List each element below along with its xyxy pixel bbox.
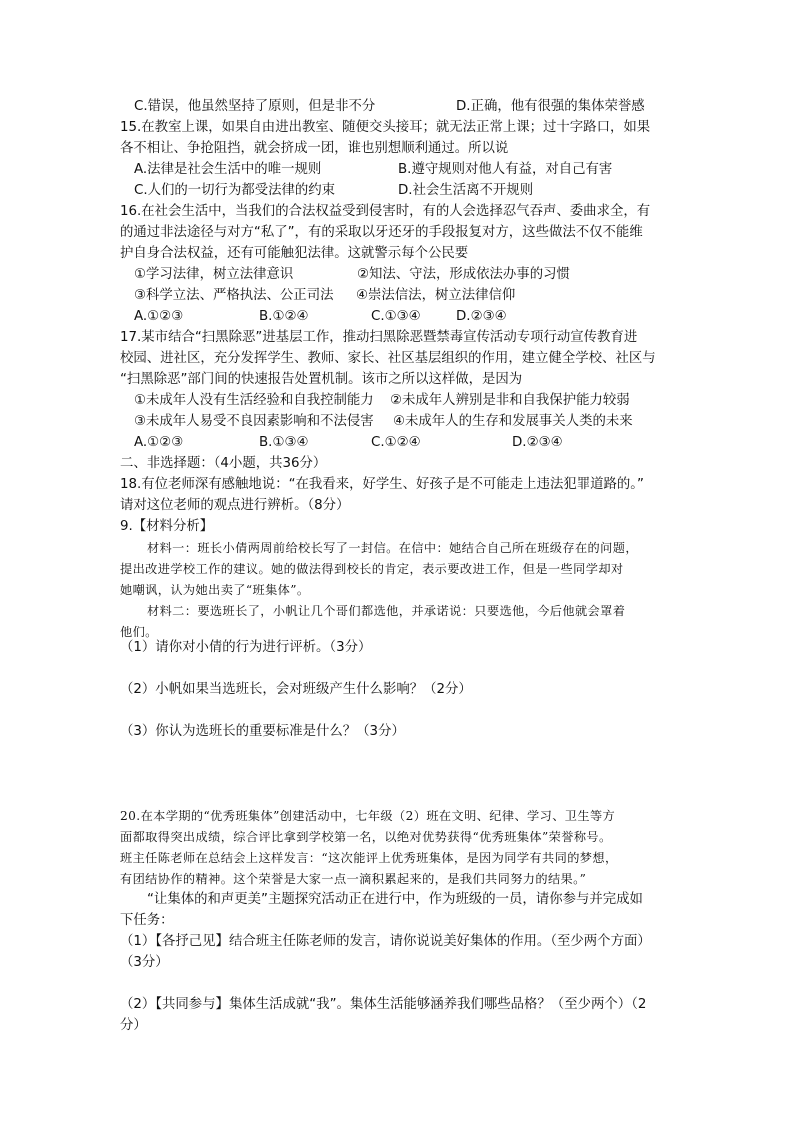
q16-stem-text: 16.在社会生活中，当我们的合法权益受到侵害时，有的人会选择忍气吞声、委曲求全，有 bbox=[120, 204, 651, 219]
q17-option-c: C.①②④ bbox=[371, 435, 421, 450]
q15-stem-text: 各不相让、争抢阻挡，就会挤成一团，谁也别想顺利通过。所以说 bbox=[120, 141, 509, 156]
q20-subquestion-1-cont: （3分） bbox=[120, 955, 169, 970]
q16-option-c: C.①③④ bbox=[371, 309, 421, 324]
q16-option-a: A.①②③ bbox=[134, 309, 184, 324]
q19-material2-text: 他们。 bbox=[120, 625, 158, 639]
q14-option-c: C.错误，他虽然坚持了原则，但是非不分 bbox=[134, 99, 376, 114]
q17-statement-3: ③未成年人易受不良因素影响和不法侵害 bbox=[134, 414, 374, 429]
q17-stem-text: 校园、进社区，充分发挥学生、教师、家长、社区基层组织的作用，建立健全学校、社区与 bbox=[120, 351, 656, 366]
q15-option-a: A.法律是社会生活中的唯一规则 bbox=[134, 162, 322, 177]
q19-subquestion-3: （3）你认为选班长的重要标准是什么？（3分） bbox=[120, 724, 405, 739]
q17-statement-4: ④未成年人的生存和发展事关人类的未来 bbox=[393, 414, 633, 429]
q20-task-text: “让集体的和声更美”主题探究活动正在进行中，作为班级的一员，请你参与并完成如 bbox=[147, 892, 643, 907]
q20-material-text: 面都取得突出成绩，综合评比拿到学校第一名，以绝对优势获得“优秀班集体”荣誉称号。 bbox=[120, 830, 612, 844]
q15-stem-text: 15.在教室上课，如果自由进出教室、随便交头接耳；就无法正常上课；过十字路口，如果 bbox=[120, 120, 651, 135]
q19-subquestion-1: （1）请你对小倩的行为进行评析。（3分） bbox=[120, 640, 372, 655]
section-2-heading: 二、非选择题：（4小题，共36分） bbox=[120, 456, 327, 471]
q15-option-b: B.遵守规则对他人有益，对自己有害 bbox=[398, 162, 613, 177]
q20-subquestion-2: （2）【共同参与】集体生活成就“我”。集体生活能够涵养我们哪些品格？（至少两个）（2 bbox=[120, 997, 647, 1012]
q16-stem-text: 的通过非法途径与对方“私了”，有的采取以牙还牙的手段报复对方，这些做法不仅不能维 bbox=[120, 225, 643, 240]
q16-option-b: B.①②④ bbox=[259, 309, 309, 324]
q18-stem-text: 请对这位老师的观点进行辨析。（8分） bbox=[120, 498, 350, 513]
q20-subquestion-1: （1）【各抒己见】结合班主任陈老师的发言，请你说说美好集体的作用。（至少两个方面） bbox=[120, 934, 651, 949]
q16-stem-text: 护自身合法权益，还有可能触犯法律。这就警示每个公民要 bbox=[120, 246, 469, 261]
q16-statement-2: ②知法、守法，形成依法办事的习惯 bbox=[357, 267, 570, 282]
q15-option-d: D.社会生活离不开规则 bbox=[398, 183, 534, 198]
q17-option-b: B.①③④ bbox=[259, 435, 309, 450]
q20-task-text: 下任务： bbox=[120, 913, 174, 928]
q20-subquestion-2-cont: 分） bbox=[120, 1018, 147, 1033]
q17-statement-1: ①未成年人没有生活经验和自我控制能力 bbox=[134, 393, 374, 408]
q19-material1-text: 她嘲讽，认为她出卖了“班集体”。 bbox=[120, 583, 310, 597]
q16-statement-3: ③科学立法、严格执法、公正司法 bbox=[134, 288, 334, 303]
q20-material-text: 班主任陈老师在总结会上这样发言：“这次能评上优秀班集体，是因为同学有共同的梦想， bbox=[120, 851, 618, 865]
q15-option-c: C.人们的一切行为都受法律的约束 bbox=[134, 183, 336, 198]
q19-material1-text: 材料一：班长小倩两周前给校长写了一封信。在信中：她结合自己所在班级存在的问题， bbox=[147, 541, 638, 555]
q19-title: 9.【材料分析】 bbox=[120, 519, 214, 534]
q17-statement-2: ②未成年人辨别是非和自我保护能力较弱 bbox=[390, 393, 630, 408]
q17-option-d: D.②③④ bbox=[512, 435, 563, 450]
q14-option-d: D.正确，他有很强的集体荣誉感 bbox=[456, 99, 645, 114]
q16-option-d: D.②③④ bbox=[456, 309, 507, 324]
q16-statement-1: ①学习法律，树立法律意识 bbox=[134, 267, 294, 282]
q19-subquestion-2: （2）小帆如果当选班长，会对班级产生什么影响？（2分） bbox=[120, 682, 472, 697]
q17-stem-text: 17.某市结合“扫黑除恶”进基层工作，推动扫黑除恶暨禁毒宣传活动专项行动宣传教育进 bbox=[120, 330, 638, 345]
q17-stem-text: “扫黑除恶”部门间的快速报告处置机制。该市之所以这样做，是因为 bbox=[120, 372, 523, 387]
q20-material-text: 20.在本学期的“优秀班集体”创建活动中，七年级（2）班在文明、纪律、学习、卫生等方 bbox=[120, 809, 616, 823]
q19-material2-text: 材料二：要选班长了，小帆让几个哥们都选他，并承诺说：只要选他，今后他就会罩着 bbox=[147, 604, 626, 618]
q19-material1-text: 提出改进学校工作的建议。她的做法得到校长的肯定，表示要改进工作，但是一些同学却对 bbox=[120, 562, 624, 576]
q20-material-text: 有团结协作的精神。这个荣誉是大家一点一滴积累起来的，是我们共同努力的结果。” bbox=[120, 872, 587, 886]
q16-statement-4: ④崇法信法，树立法律信仰 bbox=[356, 288, 516, 303]
q17-option-a: A.①②③ bbox=[134, 435, 184, 450]
q18-stem-text: 18.有位老师深有感触地说：“在我看来，好学生、好孩子是不可能走上违法犯罪道路的。” bbox=[120, 477, 644, 492]
